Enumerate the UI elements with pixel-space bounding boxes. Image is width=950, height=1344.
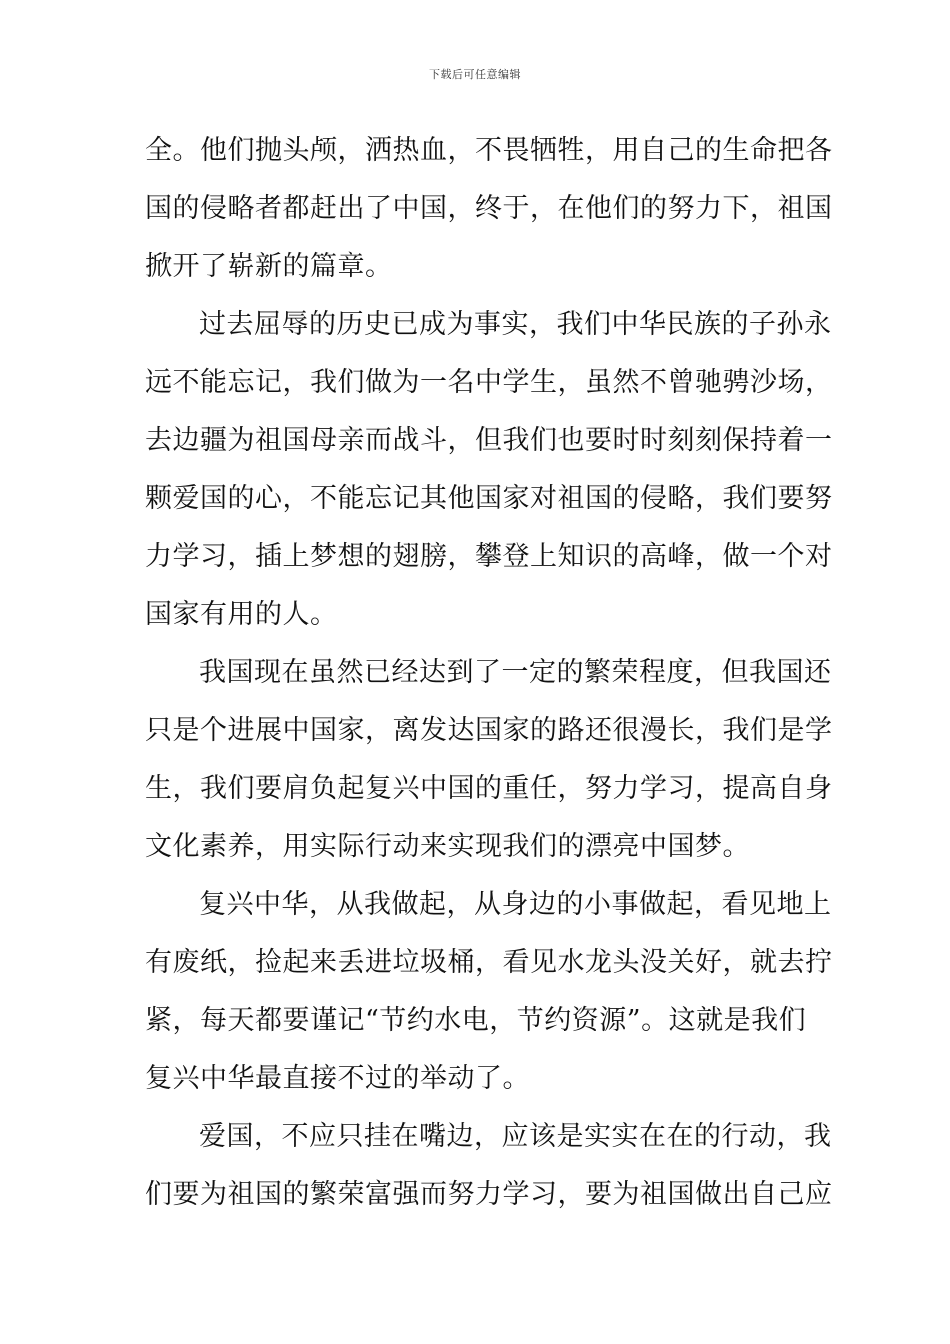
paragraph-first-line: 过去屈辱的历史已成为事实，我们中华民族的子孙永 [199, 309, 832, 340]
text-line: 文化素养，用实际行动来实现我们的漂亮中国梦。 [145, 831, 750, 862]
text-line: 有废纸，捡起来丢进垃圾桶，看见水龙头没关好，就去拧 [145, 947, 833, 978]
paragraph-first-line: 我国现在虽然已经达到了一定的繁荣程度，但我国还 [199, 657, 832, 688]
text-line: 国的侵略者都赶出了中国，终于，在他们的努力下，祖国 [145, 193, 833, 224]
page-header: 下载后可任意编辑 [429, 68, 521, 81]
paragraph-first-line: 爱国，不应只挂在嘴边，应该是实实在在的行动，我 [199, 1121, 832, 1152]
text-line: 只是个进展中国家，离发达国家的路还很漫长，我们是学 [145, 715, 833, 746]
text-line: 远不能忘记，我们做为一名中学生，虽然不曾驰骋沙场， [145, 367, 833, 398]
text-line: 力学习，插上梦想的翅膀，攀登上知识的高峰，做一个对 [145, 541, 833, 572]
text-line: 复兴中华最直接不过的举动了。 [145, 1063, 530, 1094]
text-line: 全。他们抛头颅，洒热血，不畏牺牲，用自己的生命把各 [145, 135, 833, 166]
text-line: 国家有用的人。 [145, 599, 338, 630]
text-line: 去边疆为祖国母亲而战斗，但我们也要时时刻刻保持着一 [145, 425, 833, 456]
text-line: 紧，每天都要谨记“节约水电，节约资源”。这就是我们 [145, 1005, 807, 1036]
document-body [145, 128, 833, 1230]
text-line: 掀开了崭新的篇章。 [145, 251, 393, 282]
text-line: 生，我们要肩负起复兴中国的重任，努力学习，提高自身 [145, 773, 833, 804]
text-line: 颗爱国的心，不能忘记其他国家对祖国的侵略，我们要努 [145, 483, 833, 514]
text-line: 们要为祖国的繁荣富强而努力学习，要为祖国做出自己应 [145, 1179, 833, 1210]
paragraph-first-line: 复兴中华，从我做起，从身边的小事做起，看见地上 [199, 889, 832, 920]
